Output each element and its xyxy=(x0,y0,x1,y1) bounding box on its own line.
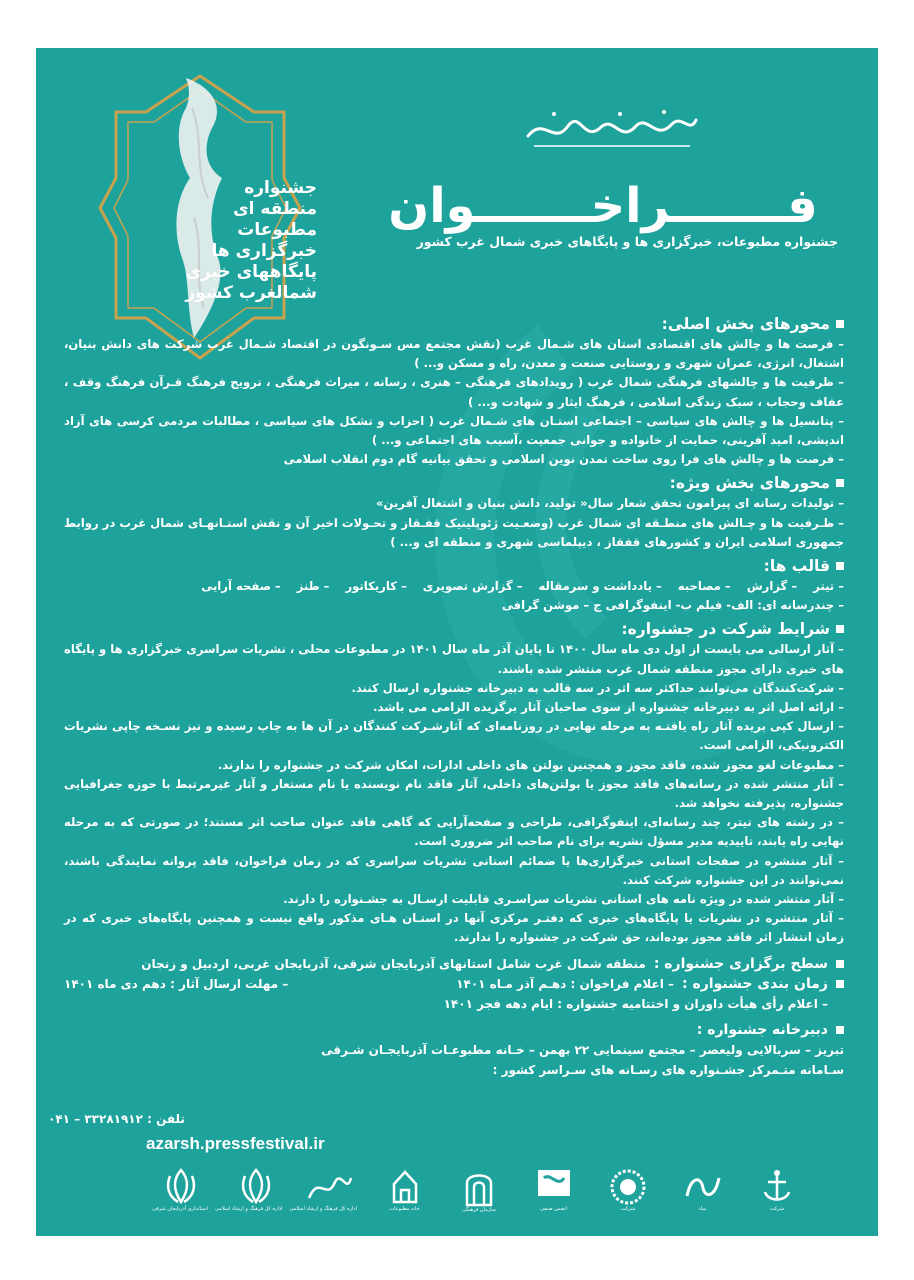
sponsor-logo: اداره کل فرهنگ و ارشاد اسلامی xyxy=(303,1163,357,1217)
scope-line xyxy=(64,954,844,974)
list-item: – فرصت ها و چالش های فرا روی ساخت تمدن نوین اسلامی و تحقق بیانیه گام دوم انقلاب اسلامی xyxy=(283,452,844,467)
website-link[interactable]: azarsh.pressfestival.ir xyxy=(146,1134,325,1153)
sponsor-logo: بنیاد xyxy=(676,1163,730,1217)
call-title: فـــــــراخـــــــوان xyxy=(388,178,818,234)
ceremony-line xyxy=(64,994,844,1014)
square-emblem-icon xyxy=(534,1168,574,1206)
festival-logo-line: جشنواره xyxy=(244,178,317,198)
system-line xyxy=(64,1060,844,1080)
anchor-emblem-icon xyxy=(760,1168,794,1206)
schedule-announce: – اعلام فراخوان : دهـم آذر مـاه ۱۴۰۱ xyxy=(456,976,674,991)
square-bullet-icon xyxy=(836,562,844,570)
schedule-label: زمان بندی جشنواره : xyxy=(682,975,828,992)
sponsor-logo: شرکت xyxy=(750,1163,804,1217)
main-axes-heading: محورهای بخش اصلی: xyxy=(64,313,844,335)
sponsor-logo: سازمان فرهنگی xyxy=(452,1163,506,1217)
square-bullet-icon xyxy=(836,625,844,633)
square-bullet-icon xyxy=(836,479,844,487)
list-item: – آثار منتشره در صفحات استانی خبرگزاری‌ها یا ضمائم استانی نشریات سراسری که در زمان فراخوان، فاقد پروانه نمایندگی باشند، نمی‌توانند در این جشنواره شرکت کنند. xyxy=(64,853,844,887)
format-item: – طنز xyxy=(296,579,330,594)
sponsor-logo: شرکت xyxy=(601,1163,655,1217)
list-item: – ظرفیت ها و چالشهای فرهنگی شمال غرب ( رویدادهای فرهنگی – هنری ، رسانه ، میراث فرهنگی ، ترویج فرهنگ قـرآن فرهنگ وقف ، عفاف وحجاب ، سبک زندگی اسلامی ، فرهنگ ایثار و شهادت و... ) xyxy=(64,375,844,409)
secretariat-heading: دبیرخانه جشنواره : xyxy=(64,1020,844,1040)
call-subtitle: جشنواره مطبوعات، خبرگزاری ها و پایگاهای خبری شمال غرب کشور xyxy=(416,234,838,249)
multimedia-formats: – چندرسانه ای: الف- فیلم ب- اینفوگرافی ج – موشن گرافی xyxy=(501,598,844,613)
list-item: – مطبوعات لغو مجوز شده، فاقد مجوز و همچنین بولتن های داخلی ادارات، امکان شرکت در جشنواره را ندارند. xyxy=(217,757,844,772)
format-item: – گزارش xyxy=(746,579,798,594)
format-item: – یادداشت و سرمقاله xyxy=(538,579,662,594)
sponsor-logo: استانداری آذربایجان شرقی xyxy=(154,1163,208,1217)
list-item: – شرکت‌کنندگان می‌توانند حداکثر سه اثر در سه قالب به دبیرخانه جشنواره ارسال کنند. xyxy=(351,680,844,695)
festival-logo-line: شمالغرب کشور xyxy=(185,283,317,303)
sponsor-logo: انجمن صنفی xyxy=(527,1163,581,1217)
calligraphy-emblem-icon xyxy=(305,1168,355,1206)
festival-logo-title xyxy=(142,178,317,304)
circle-emblem-icon xyxy=(609,1168,647,1206)
schedule-line xyxy=(64,974,844,994)
iran-emblem-icon xyxy=(239,1168,273,1206)
sponsor-logo: خانه مطبوعات xyxy=(378,1163,432,1217)
format-item: – تیتر xyxy=(813,579,844,594)
format-item: – صفحه آرایی xyxy=(201,579,281,594)
square-bullet-icon xyxy=(836,980,844,988)
poster xyxy=(36,48,878,1236)
arch-emblem-icon xyxy=(464,1167,494,1207)
list-item: – ظـرفیت ها و چـالش های منطـقه ای شمال غرب (وضعـیت ژئوپلیتیک قفـقاز و تحـولات اخیر آن و نقش استـانهـای شمال غرب در روابط جمهوری اسلامی ایران و کشورهای قفقاز ، دیپلماسی شهری و منطقه ای و... ) xyxy=(64,515,844,549)
scope-label: سطح برگزاری جشنواره : xyxy=(653,955,828,972)
calligraphy-logo-icon xyxy=(524,106,700,152)
special-axes-heading: محورهای بخش ویژه: xyxy=(64,472,844,494)
list-item: – ارائه اصل اثر به دبیرخانه جشنواره از سوی صاحبان آثار برگزیده الزامی می باشد. xyxy=(373,700,844,715)
sponsor-logo: اداره کل فرهنگ و ارشاد اسلامی xyxy=(229,1163,283,1217)
list-item: – در رشته های تیتر، چند رسانه‌ای، اینفوگرافی، طراحی و صفحه‌آرایی که گاهی فاقد عنوان صاحب اثر مستند؛ در صورتی که به مرحله نهایی راه یابند، تاییدیه مدیر مسؤل نشریه برای نام صاحب اثر ضروری است. xyxy=(64,815,844,849)
formats-heading: قالب ها: xyxy=(64,555,844,577)
list-item: – تولیدات رسانه ای پیرامون تحقق شعار سال« تولید، دانش بنیان و اشتغال آفرین» xyxy=(376,496,844,511)
list-item: – فرصت ها و چالش های اقتصادی استان های شـمال غرب (نقش مجتمع مس سـونگون در اقتصاد شـمال غرب شرکت های دانش بنیان، اشتغال، انرژی، عمران شهری و روستایی صنعت و معدن، راه و مسکن و... ) xyxy=(64,337,844,371)
list-item: – آثار منتشره در نشریات یا پایگاه‌های خبری که دفتـر مرکزی آنها در استـان هـای مذکور واقع نیست و همچنین پایگاه‌های خبری که در زمان انتشار اثر فاقد مجوز بوده‌اند، حق شرکت در جشنواره را ندارند. xyxy=(64,911,844,945)
square-bullet-icon xyxy=(836,960,844,968)
festival-logo-line: مطبوعات xyxy=(237,220,317,240)
phone-number: تلفن : ۳۳۲۸۱۹۱۲ – ۰۴۱ xyxy=(48,1112,185,1126)
formats-list xyxy=(64,577,844,596)
list-item: – ارسال کپی بریده آثار راه یافتـه به مرحله نهایی در روزنامه‌ای که آثارشـرکت کنندگان در آن ها به چاپ رسیده و نیز نسـخه چاپی نشریات الکترونیکی، الزامی است. xyxy=(64,719,844,753)
festival-logo-line: خبرگزاری ها xyxy=(211,241,317,261)
festival-logo-line: منطقه ای xyxy=(233,199,317,219)
sponsor-logos xyxy=(154,1160,804,1220)
conditions-heading: شرایط شرکت در جشنواره: xyxy=(64,618,844,640)
content xyxy=(64,310,844,1080)
festival-logo-line: پایگاههای خبری xyxy=(185,262,317,282)
schedule-left xyxy=(456,974,844,994)
square-bullet-icon xyxy=(836,1026,844,1034)
schedule-ceremony: – اعلام رأی هیأت داوران و اختتامیه جشنواره : ایام دهه فجر ۱۴۰۱ xyxy=(443,996,828,1011)
script-emblem-icon xyxy=(681,1168,725,1206)
secretariat-address-line xyxy=(64,1040,844,1060)
scope-value: منطقه شمال غرب شامل استانهای آذربایجان شرقی، آذربایجان غربی، اردبیل و زنجان xyxy=(141,956,646,971)
iran-emblem-icon xyxy=(164,1168,198,1206)
secretariat-address: تبریز – سربالایی ولیعصر – مجتمع سینمایی ۲۲ بهمن – خـانه مطبوعـات آذربایجـان شـرقی xyxy=(321,1042,844,1057)
schedule-deadline: – مهلت ارسال آثار : دهم دی ماه ۱۴۰۱ xyxy=(64,976,289,991)
system-text: سـامانه متـمرکز جشـنواره های رسـانه های سـراسر کشور : xyxy=(492,1062,844,1077)
list-item: – پتانسیل ها و چالش های سیاسی – اجتماعی استـان های شـمال غرب ( احزاب و تشکل های سیاسی ، مطالبات مردمی کرسی های آزاد اندیشی، امید آفرینی، حمایت از خانواده و جوانی جمعیت ،آسیب های اجتماعی و... ) xyxy=(64,413,844,448)
format-item: – کاریکاتور xyxy=(345,579,407,594)
house-emblem-icon xyxy=(390,1168,420,1206)
list-item: – آثار ارسالی می بایست از اول دی ماه سال ۱۴۰۰ تا پایان آذر ماه سال ۱۴۰۱ در مطبوعات محلی ، نشریات سراسری خبرگزاری ها و پایگاه های خبری دارای مجوز منطقه شمال غرب منتشر شده باشند. xyxy=(64,642,844,676)
format-item: – گزارش تصویری xyxy=(422,579,523,594)
list-item: – آثار منتشر شده در ویژه نامه های استانی نشریات سراسـری قابلیت ارسـال به جشـنواره را دارند. xyxy=(283,892,844,907)
format-item: – مصاحبه xyxy=(677,579,731,594)
square-bullet-icon xyxy=(836,320,844,328)
list-item: – آثار منتشر شده در رسانه‌های فاقد مجوز یا بولتن‌های داخلی، آثار فاقد نام نویسنده یا نام مستعار و آثار غیرمرتبط با حوزه جغرافیایی جشنواره، پذیرفته نخواهد شد. xyxy=(64,776,844,811)
